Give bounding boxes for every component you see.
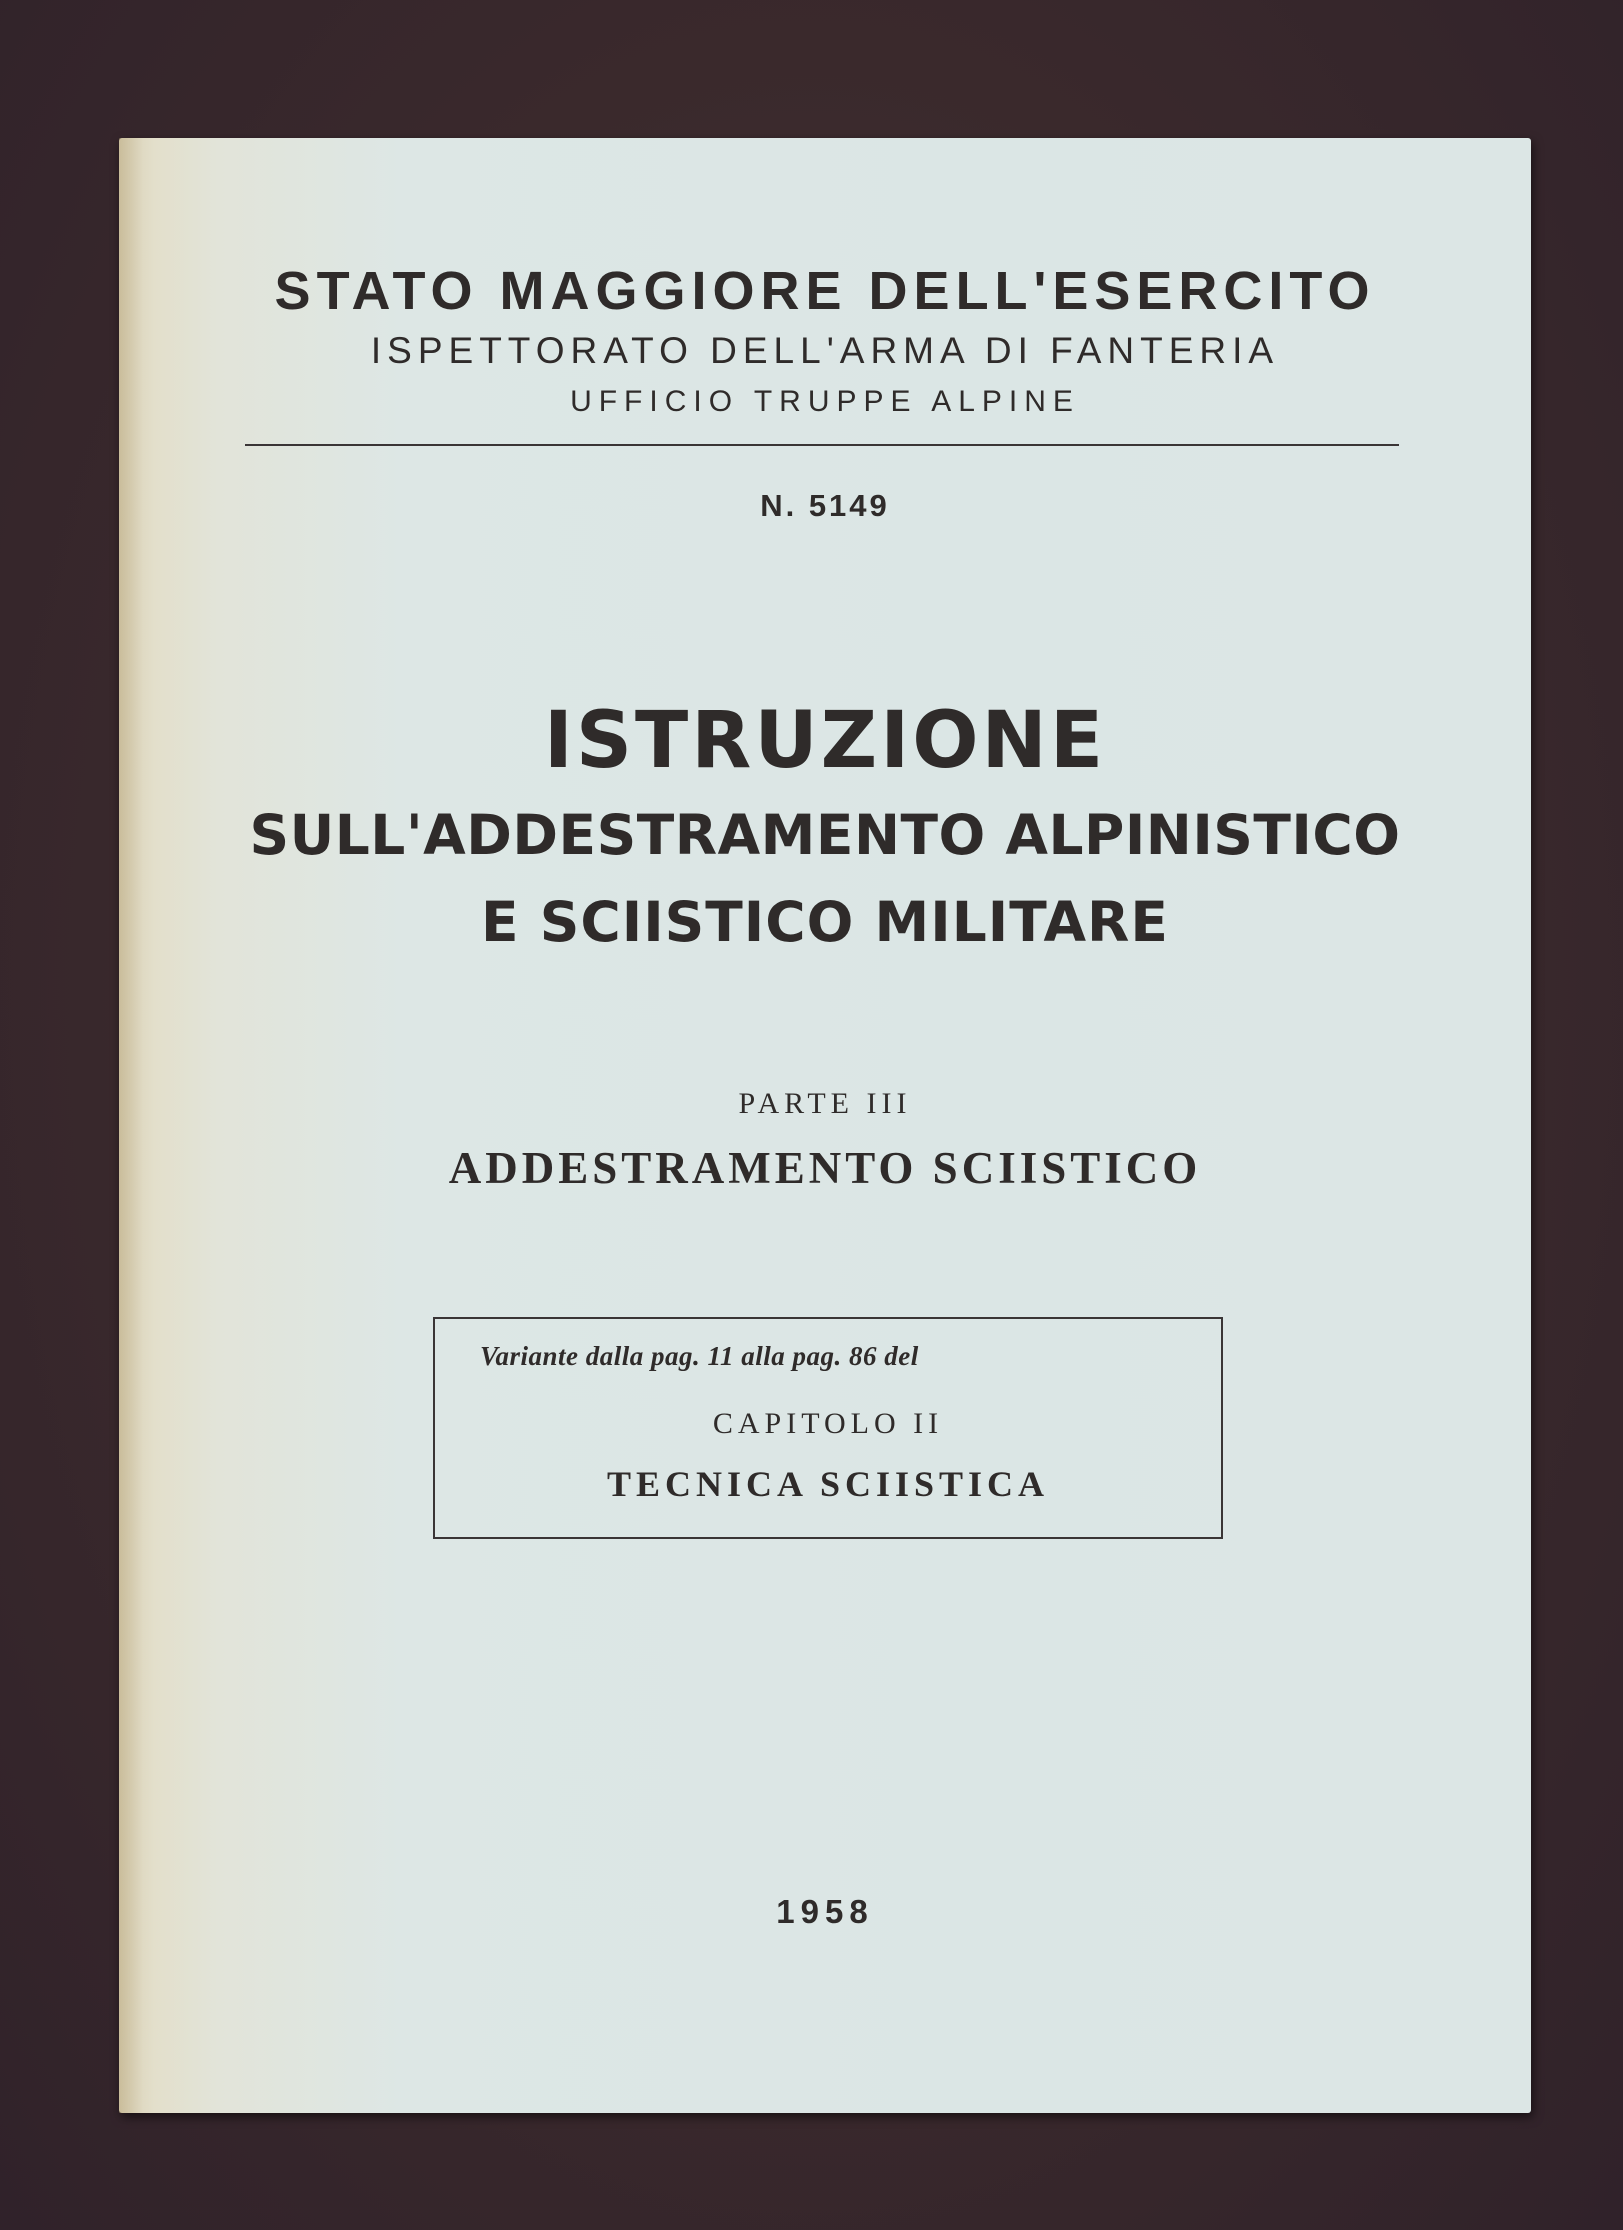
- booklet-cover: [119, 138, 1531, 2113]
- title-main: ISTRUZIONE: [543, 696, 1107, 786]
- variant-note: Variante dalla pag. 11 alla pag. 86 del: [480, 1341, 919, 1371]
- publication-year: 1958: [776, 1893, 874, 1930]
- chapter-title: TECNICA SCIISTICA: [606, 1464, 1050, 1504]
- variant-box: [433, 1317, 1223, 1539]
- header-divider: [245, 444, 1399, 446]
- part-label: PARTE III: [738, 1087, 912, 1120]
- chapter-label: CAPITOLO II: [712, 1407, 944, 1440]
- army-staff-heading: STATO MAGGIORE DELL'ESERCITO: [274, 261, 1376, 321]
- publication-number: N. 5149: [760, 488, 890, 523]
- inspectorate-heading: ISPETTORATO DELL'ARMA DI FANTERIA: [370, 330, 1280, 371]
- title-line-1: SULL'ADDESTRAMENTO ALPINISTICO: [249, 803, 1401, 867]
- title-line-2: E SCIISTICO MILITARE: [481, 890, 1169, 954]
- part-title: ADDESTRAMENTO SCIISTICO: [448, 1143, 1202, 1193]
- office-heading: UFFICIO TRUPPE ALPINE: [570, 385, 1080, 418]
